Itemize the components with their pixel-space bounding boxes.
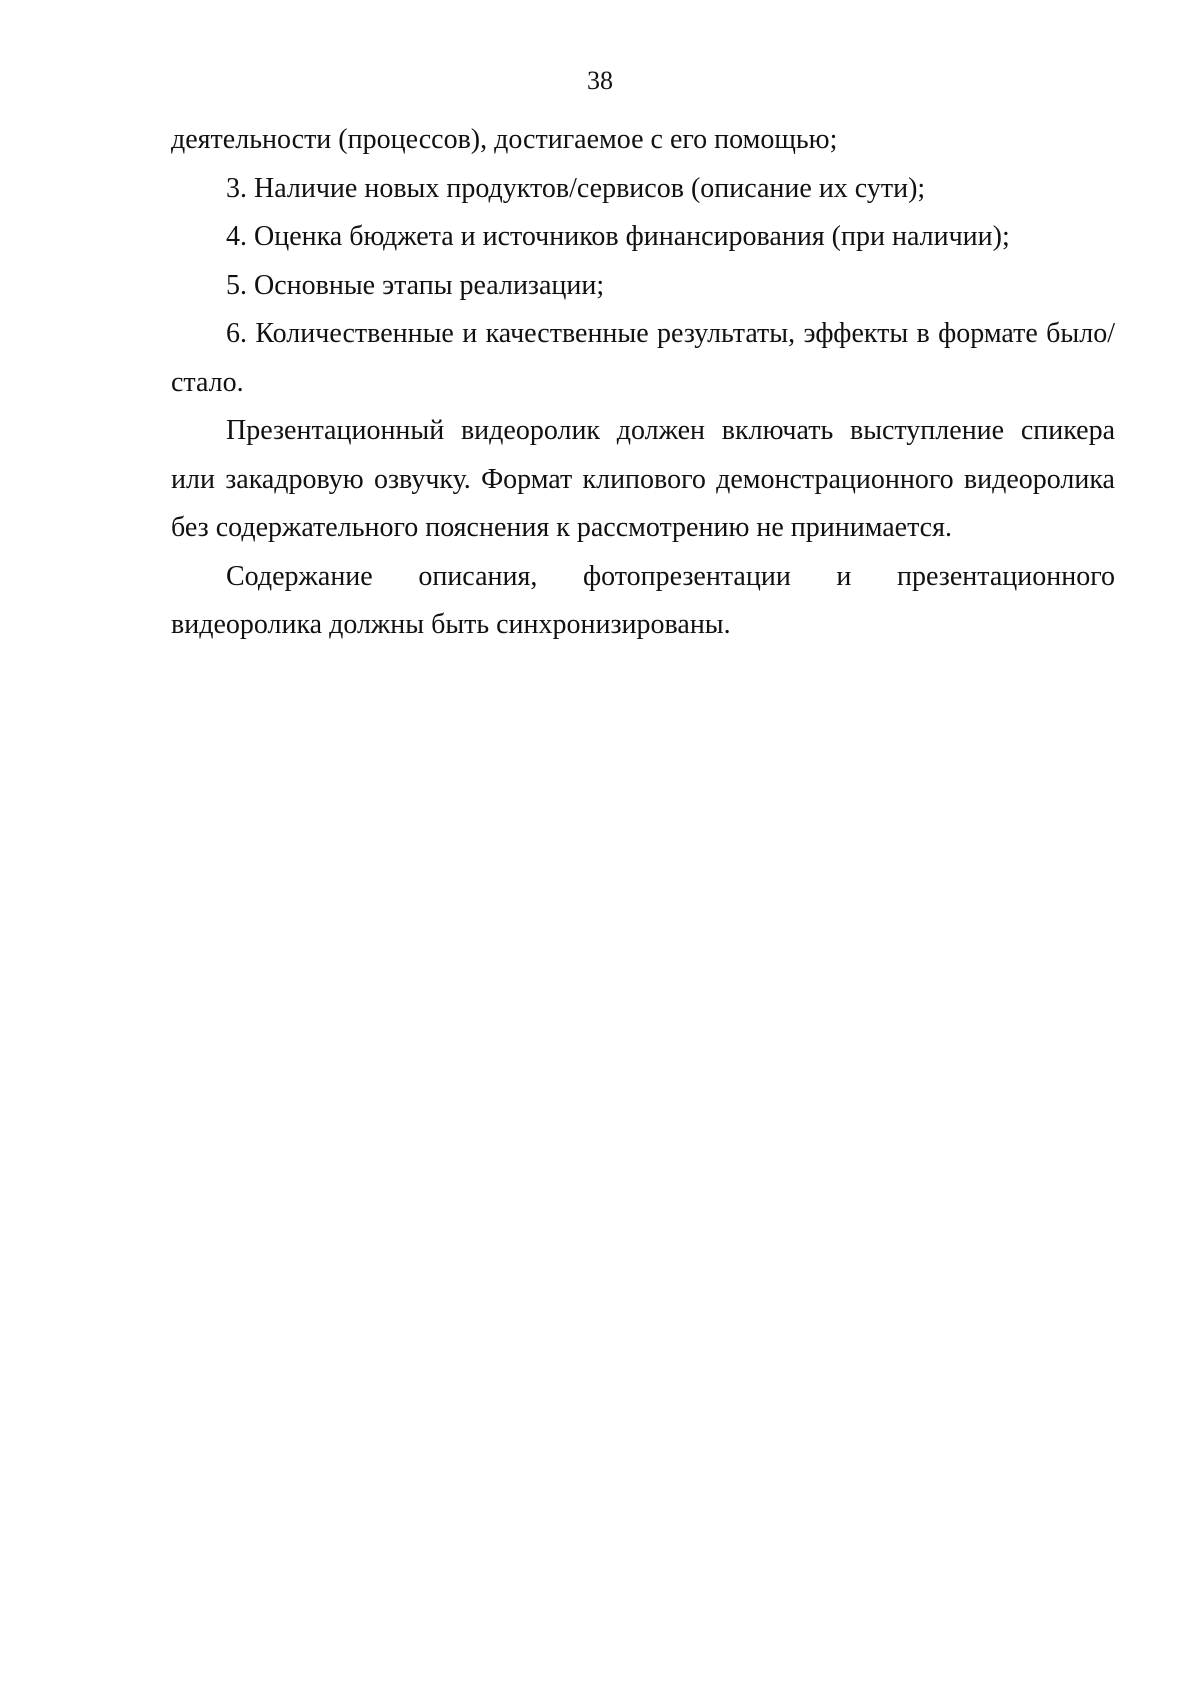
list-item-4: 4. Оценка бюджета и источников финансирования (при наличии); xyxy=(226,221,1010,252)
page-number: 38 xyxy=(587,66,613,95)
list-item-3: 3. Наличие новых продуктов/сервисов (описание их сути); xyxy=(226,172,926,204)
list-item-6: 6. Количественные и качественные результаты, эффекты в формате было/стало. xyxy=(171,318,1115,398)
document-body xyxy=(171,116,1115,650)
paragraph-continuation: деятельности (процессов), достигаемое с его помощью; xyxy=(171,124,838,155)
list-item-5: 5. Основные этапы реализации; xyxy=(226,269,605,301)
paragraph-synchronization-line-1: Содержание описания, фотопрезентации и презентационного xyxy=(226,560,1115,592)
paragraph-synchronization-line-2: видеоролика должны быть синхронизированы. xyxy=(171,609,731,640)
paragraph-video-requirements: Презентационный видеоролик должен включать выступление спикера или закадровую озвучку. Формат клипового демонстрационного видеоролика без содержательного пояснения к рассмотрению не принимается. xyxy=(171,415,1115,543)
